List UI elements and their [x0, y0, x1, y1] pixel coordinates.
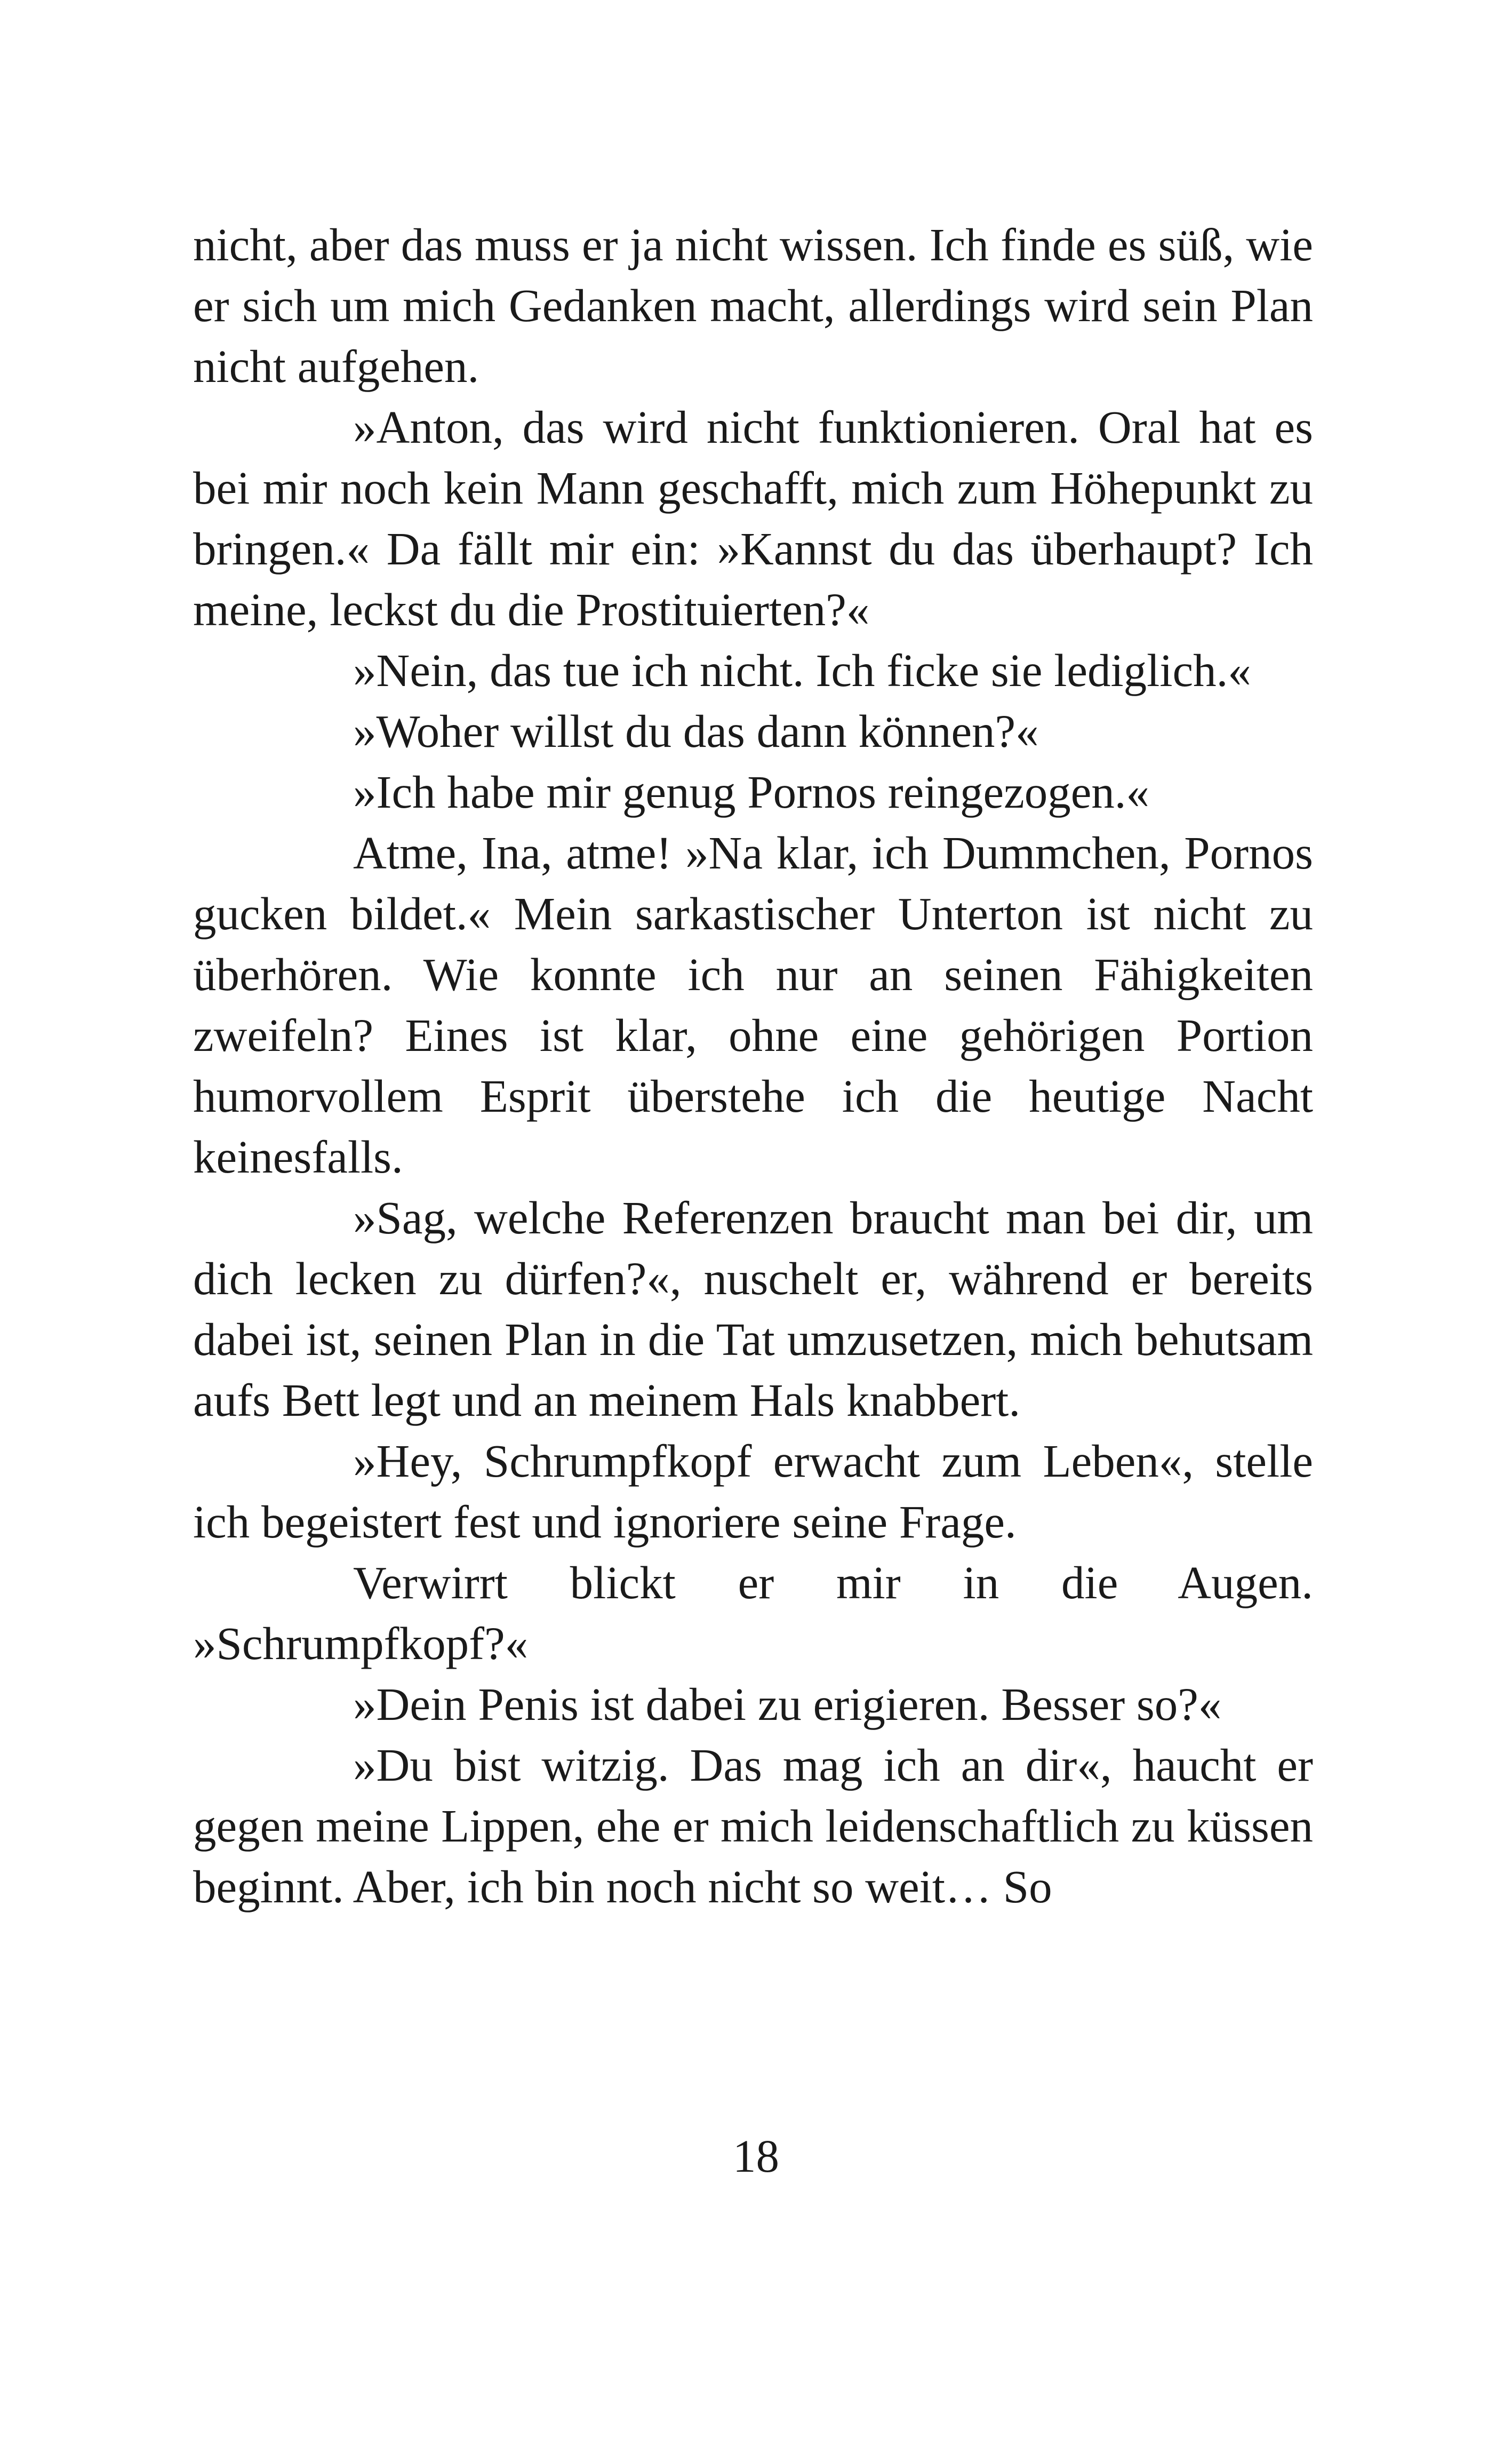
paragraph: Verwirrt blickt er mir in die Augen. »Schrumpfkopf?« — [193, 1557, 1313, 1669]
paragraph: »Hey, Schrumpfkopf erwacht zum Leben«, stelle ich begeistert fest und ignoriere seine Frage. — [193, 1435, 1313, 1548]
page-number: 18 — [733, 2130, 779, 2182]
paragraph-continuation: nicht, aber das muss er ja nicht wissen. Ich finde es süß, wie er sich um mich Gedanken macht, allerdings wird sein Plan nicht aufgehen. — [193, 219, 1313, 392]
paragraph: Atme, Ina, atme! »Na klar, ich Dummchen, Pornos gucken bildet.« Mein sarkastischer Unterton ist nicht zu überhören. Wie konnte ich nur an seinen Fähigkeiten zweifeln? Eines ist klar, ohne eine gehörigen Portion humorvollem Esprit überstehe ich die heutige Nacht keinesfalls. — [193, 827, 1313, 1183]
paragraph: »Dein Penis ist dabei zu erigieren. Besser so?« — [353, 1678, 1222, 1730]
paragraph: »Woher willst du das dann können?« — [353, 705, 1039, 757]
paragraph: »Sag, welche Referenzen braucht man bei dir, um dich lecken zu dürfen?«, nuschelt er, während er bereits dabei ist, seinen Plan in die Tat umzusetzen, mich behutsam aufs Bett legt und an meinem Hals knabbert. — [193, 1192, 1313, 1426]
body-text — [193, 214, 1313, 1917]
paragraph: »Anton, das wird nicht funktionieren. Oral hat es bei mir noch kein Mann geschafft, mich zum Höhepunkt zu bringen.« Da fällt mir ein: »Kannst du das überhaupt? Ich meine, leckst du die Prostituierten?« — [193, 401, 1313, 635]
paragraph: »Nein, das tue ich nicht. Ich ficke sie lediglich.« — [353, 644, 1251, 696]
paragraph: »Du bist witzig. Das mag ich an dir«, haucht er gegen meine Lippen, ehe er mich leidenschaftlich zu küssen beginnt. Aber, ich bin noch nicht so weit… So — [193, 1739, 1313, 1912]
paragraph: »Ich habe mir genug Pornos reingezogen.« — [353, 766, 1150, 818]
